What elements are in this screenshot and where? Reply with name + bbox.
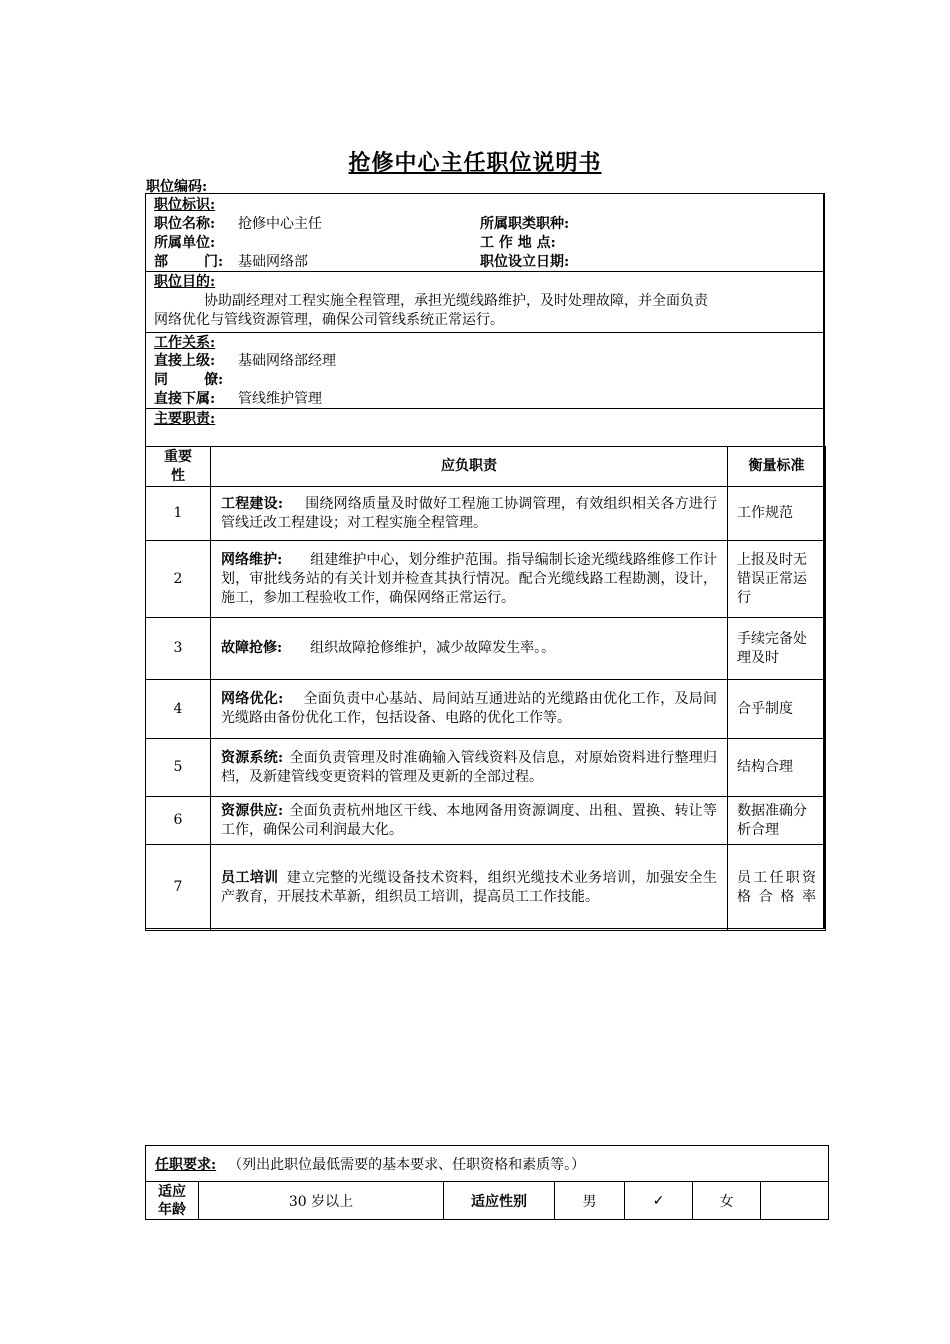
table-row <box>146 739 826 797</box>
requirements-note: （列出此职位最低需要的基本要求、任职资格和素质等。） <box>228 1156 586 1173</box>
duty-cell <box>211 680 728 739</box>
standard-cell: 手续完备处理及时 <box>728 618 826 680</box>
table-row <box>146 487 826 541</box>
check-mark-icon: ✓ <box>625 1182 693 1220</box>
row-number: 4 <box>146 680 211 739</box>
relations-heading: 工作关系: <box>154 335 216 351</box>
requirements-heading-row <box>146 1146 829 1182</box>
identification-heading: 职位标识: <box>154 197 216 213</box>
superior-value: 基础网络部经理 <box>238 353 336 369</box>
table-row <box>146 797 826 845</box>
date-label: 职位设立日期: <box>480 254 570 270</box>
standard-cell: 合乎制度 <box>728 680 826 739</box>
position-code-label: 职位编码: <box>146 179 208 195</box>
row-number: 3 <box>146 618 211 680</box>
duty-text: 建立完整的光缆设备技术资料，组织光缆技术业务培训，加强安全生产教育，开展技术革新，组织员工培训，提高员工工作技能。 <box>221 869 718 905</box>
requirements-heading: 任职要求: <box>155 1156 217 1173</box>
row-number: 2 <box>146 541 211 618</box>
gender-male-label: 男 <box>555 1182 625 1220</box>
dept-value: 基础网络部 <box>238 254 308 270</box>
row-number: 7 <box>146 845 211 931</box>
duty-table <box>145 446 826 931</box>
duty-text: 组织故障抢修维护，减少故障发生率。。 <box>310 640 556 656</box>
duty-title: 资源供应: <box>221 802 284 819</box>
importance-header: 重要 性 <box>146 447 211 487</box>
table-row <box>146 680 826 739</box>
standard-cell: 员工任职资格合格率 <box>728 845 826 931</box>
purpose-text-line2: 网络优化与管线资源管理，确保公司管线系统正常运行。 <box>154 312 504 328</box>
standard-cell: 结构合理 <box>728 739 826 797</box>
age-gender-row <box>146 1182 829 1220</box>
standard-cell: 上报及时无错误正常运行 <box>728 541 826 618</box>
duty-title: 网络维护: <box>221 551 283 568</box>
row-number: 1 <box>146 487 211 541</box>
duty-text: 组建维护中心，划分维护范围。指导编制长途光缆线路维修工作计划，审批线务站的有关计划并检查其执行情况。配合光缆线路工程勘测，设计，施工，参加工程验收工作，确保网络正常运行。 <box>221 551 718 606</box>
table-row <box>146 618 826 680</box>
row-number: 5 <box>146 739 211 797</box>
subordinate-value: 管线维护管理 <box>238 391 322 407</box>
duty-cell <box>211 487 728 541</box>
category-label: 所属职类职种: <box>480 216 570 232</box>
position-name-value: 抢修中心主任 <box>238 216 322 232</box>
gender-label: 适应性别 <box>444 1182 555 1220</box>
location-label: 工 作 地 点: <box>480 235 556 251</box>
row-number: 6 <box>146 797 211 845</box>
purpose-text-line1: 协助副经理对工程实施全程管理，承担光缆线路维护，及时处理故障，并全面负责 <box>204 293 708 309</box>
gender-female-checkbox-cell <box>761 1182 829 1220</box>
standard-cell: 工作规范 <box>728 487 826 541</box>
subordinate-label: 直接下属: <box>154 391 216 407</box>
duty-cell <box>211 739 728 797</box>
duty-text: 全面负责杭州地区干线、本地网备用资源调度、出租、置换、转让等工作，确保公司利润最大化。 <box>221 802 718 838</box>
duty-title: 员工培训 <box>221 869 279 886</box>
duty-title: 网络优化: <box>221 691 284 707</box>
superior-label: 直接上级: <box>154 353 216 369</box>
duty-cell <box>211 618 728 680</box>
table-row <box>146 845 826 931</box>
dept-label-part2: 门: <box>204 254 224 270</box>
peer-label-part2: 僚: <box>204 372 224 388</box>
duty-cell <box>211 797 728 845</box>
requirements-heading-cell <box>146 1146 829 1182</box>
duties-heading: 主要职责: <box>154 411 216 427</box>
duty-header: 应负职责 <box>211 447 728 487</box>
page-title: 抢修中心主任职位说明书 <box>348 150 602 176</box>
table-row <box>146 541 826 618</box>
duty-text: 全面负责中心基站、局间站互通进站的光缆路由优化工作，及局间光缆路由备份优化工作，包括设备、电路的优化工作等。 <box>221 691 718 726</box>
age-label: 适应 年龄 <box>146 1182 199 1220</box>
duty-title: 资源系统: <box>221 749 284 766</box>
peer-label-part1: 同 <box>154 372 168 388</box>
age-value: 30 岁以上 <box>199 1182 444 1220</box>
duty-table-header-row <box>146 447 826 487</box>
duty-cell <box>211 541 728 618</box>
gender-female-label: 女 <box>693 1182 761 1220</box>
duty-text: 全面负责管理及时准确输入管线资料及信息，对原始资料进行整理归档，及新建管线变更资料的管理及更新的全部过程。 <box>221 749 718 785</box>
duty-text: 围绕网络质量及时做好工程施工协调管理，有效组织相关各方进行管线迁改工程建设；对工程实施全程管理。 <box>221 495 717 531</box>
divider <box>145 332 825 333</box>
duty-title: 工程建设: <box>221 495 283 512</box>
dept-label-part1: 部 <box>154 254 168 270</box>
position-name-label: 职位名称: <box>154 216 216 232</box>
requirements-table <box>145 1145 829 1220</box>
unit-label: 所属单位: <box>154 235 216 251</box>
standard-cell: 数据准确分析合理 <box>728 797 826 845</box>
purpose-heading: 职位目的: <box>154 274 216 290</box>
duty-cell <box>211 845 728 931</box>
duty-title: 故障抢修: <box>221 640 283 656</box>
standard-header: 衡量标准 <box>728 447 826 487</box>
